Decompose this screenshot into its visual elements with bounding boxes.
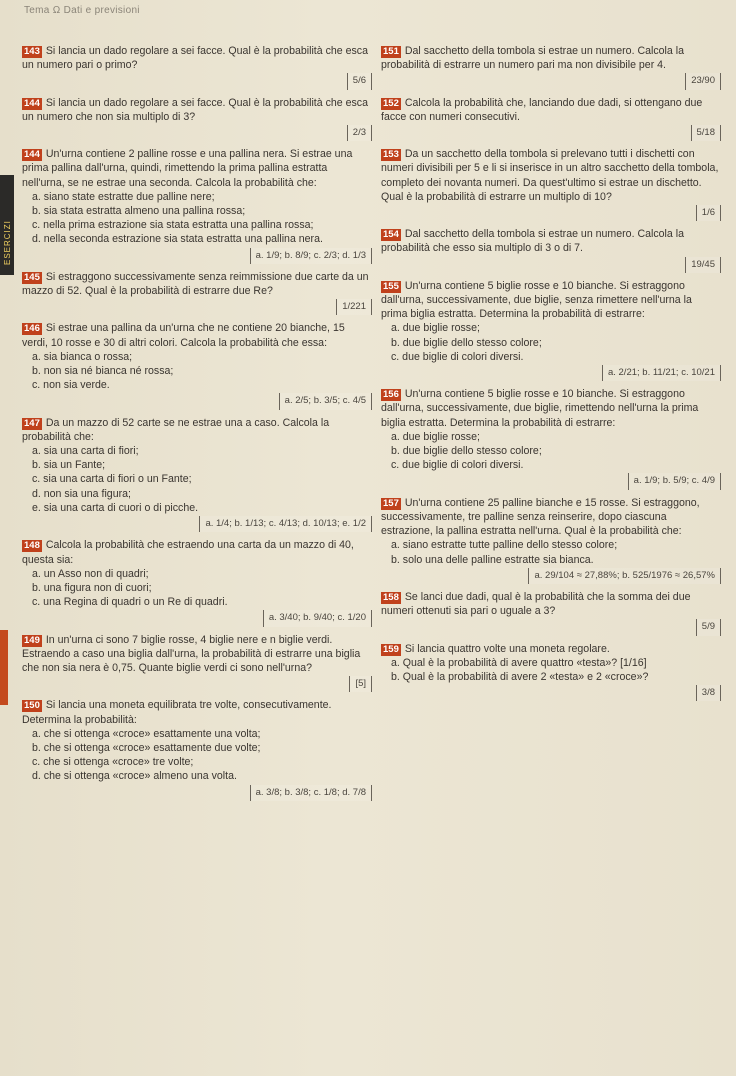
answer bbox=[381, 473, 721, 489]
answer-text: 2/3 bbox=[347, 125, 372, 141]
left-column bbox=[22, 44, 372, 807]
exercise-text: Un'urna contiene 25 palline bianche e 15 rosse. Si estraggono, successivamente, tre palline senza reinserire, dopo ciascuna estrazione, la pallina estratta nell'urna. Qual è la probabilità che: bbox=[381, 496, 700, 538]
exercise-text: Un'urna contiene 5 biglie rosse e 10 bianche. Si estraggono dall'urna, successivamente, due biglie, senza rimettere nell'urna la prima biglia estratta. Determina la probabilità di estrarre: bbox=[381, 279, 692, 321]
answer-text: a. 3/8; b. 3/8; c. 1/8; d. 7/8 bbox=[250, 785, 372, 801]
exercise-item: a. un Asso non di quadri; bbox=[32, 567, 149, 580]
answer bbox=[22, 676, 372, 692]
exercise-items bbox=[22, 350, 372, 393]
answer-text: a. 1/9; b. 5/9; c. 4/9 bbox=[628, 473, 721, 489]
exercise-number: 151 bbox=[383, 46, 399, 57]
exercise-items bbox=[22, 727, 372, 784]
exercise-item: a. che si ottenga «croce» esattamente una volta; bbox=[32, 727, 261, 740]
answer-text: 3/8 bbox=[696, 685, 721, 701]
exercise-number: 143 bbox=[24, 46, 40, 57]
exercise bbox=[22, 270, 372, 316]
exercise-item: c. due biglie di colori diversi. bbox=[391, 350, 524, 363]
answer-text: 1/221 bbox=[336, 299, 372, 315]
answer bbox=[22, 610, 372, 626]
exercise-item: b. sia stata estratta almeno una pallina rossa; bbox=[32, 205, 246, 218]
exercise bbox=[381, 96, 721, 142]
exercise-text: Calcola la probabilità che, lanciando due dadi, si ottengano due facce con numeri consecutivi. bbox=[381, 96, 703, 123]
exercise-text: Si estraggono successivamente senza reimmissione due carte da un mazzo di 52. Qual è la probabilità di estrarre due Re? bbox=[22, 270, 369, 298]
exercise bbox=[22, 147, 372, 264]
exercise-item: c. una Regina di quadri o un Re di quadri. bbox=[32, 596, 228, 609]
answer bbox=[22, 248, 372, 264]
exercise-text: Dal sacchetto della tombola si estrae un numero. Calcola la probabilità di estrarre un numero pari ma non divisibile per 4. bbox=[381, 45, 684, 72]
exercise bbox=[22, 633, 372, 693]
answer-text: 5/6 bbox=[347, 73, 372, 89]
answer-text: a. 1/9; b. 8/9; c. 2/3; d. 1/3 bbox=[250, 248, 372, 264]
exercise bbox=[381, 227, 721, 273]
right-column bbox=[381, 44, 721, 707]
exercise-item: a. Qual è la probabilità di avere quattro «testa»? [1/16] bbox=[391, 656, 647, 669]
answer-text: a. 1/4; b. 1/13; c. 4/13; d. 10/13; e. 1/2 bbox=[199, 516, 372, 532]
exercise-item: c. che si ottenga «croce» tre volte; bbox=[32, 756, 194, 769]
exercise-item: b. Qual è la probabilità di avere 2 «testa» e 2 «croce»? bbox=[391, 670, 649, 683]
exercise-item: b. due biglie dello stesso colore; bbox=[391, 336, 542, 349]
exercise-item: b. che si ottenga «croce» esattamente due volte; bbox=[32, 741, 261, 754]
exercise-items bbox=[381, 538, 721, 566]
exercise-item: a. due biglie rosse; bbox=[391, 322, 480, 335]
exercise-items bbox=[22, 190, 372, 247]
exercise-number: 158 bbox=[383, 591, 399, 603]
exercise-items bbox=[381, 321, 721, 364]
side-tab bbox=[0, 175, 14, 275]
answer bbox=[22, 125, 372, 141]
exercise-items bbox=[381, 656, 721, 684]
exercise-number: 159 bbox=[383, 643, 399, 655]
exercise-number: 155 bbox=[383, 280, 399, 292]
exercise-text: Un'urna contiene 2 palline rosse e una pallina nera. Si estrae una prima pallina dall'urna, quindi, rimettendo la prima pallina estratta nell'urna, se ne estrae una seconda. Calcola la probabilità che: bbox=[22, 148, 353, 189]
exercise-text: Se lanci due dadi, qual è la probabilità che la somma dei due numeri ottenuti sia pari o uguale a 3? bbox=[381, 590, 691, 618]
exercise-number: 157 bbox=[383, 497, 399, 509]
answer-text: 5/18 bbox=[691, 125, 722, 141]
side-marker bbox=[0, 630, 8, 705]
exercise-text: Si lancia quattro volte una moneta regolare. bbox=[404, 642, 610, 655]
exercise-item: b. una figura non di cuori; bbox=[32, 581, 152, 594]
side-tab-label: ESERCIZI bbox=[3, 220, 12, 265]
exercise-number: 150 bbox=[24, 700, 40, 712]
exercise-text: Si lancia un dado regolare a sei facce. Qual è la probabilità che esca un numero pari o primo? bbox=[22, 45, 368, 72]
exercise-item: b. due biglie dello stesso colore; bbox=[391, 445, 542, 458]
exercise bbox=[381, 387, 721, 489]
answer-text: 23/90 bbox=[685, 73, 721, 89]
exercise-number: 152 bbox=[383, 97, 399, 109]
answer bbox=[22, 393, 372, 409]
answer-text: 5/9 bbox=[696, 619, 721, 635]
exercise bbox=[381, 44, 721, 90]
exercise-item: c. non sia verde. bbox=[32, 379, 110, 392]
exercise-items bbox=[22, 567, 372, 610]
exercise-number: 154 bbox=[383, 229, 399, 241]
exercise-text: Si lancia un dado regolare a sei facce. Qual è la probabilità che esca un numero che non sia multiplo di 3? bbox=[22, 96, 368, 123]
answer-text: a. 3/40; b. 9/40; c. 1/20 bbox=[263, 610, 372, 626]
answer bbox=[22, 299, 372, 315]
exercise-item: a. due biglie rosse; bbox=[391, 430, 480, 443]
exercise-item: d. nella seconda estrazione sia stata estratta una pallina nera. bbox=[32, 233, 323, 246]
exercise bbox=[381, 147, 721, 221]
exercise-text: Si estrae una pallina da un'urna che ne contiene 20 bianche, 15 verdi, 10 rosse e 30 di altri colori. Calcola la probabilità che essa: bbox=[22, 322, 345, 349]
answer-text: 19/45 bbox=[685, 257, 721, 273]
exercise-item: b. solo una delle palline estratte sia bianca. bbox=[391, 553, 594, 566]
exercise-text: Da un sacchetto della tombola si prelevano tutti i dischetti con numeri divisibili per 5 e li si inserisce in un altro sacchetto della tombola, completo dei novanta numeri. Da quest'ultimo si estrae un dischetto. Qual è la probabilità di estrarre un multiplo di 10? bbox=[381, 148, 719, 203]
exercise bbox=[22, 44, 372, 90]
exercise-text: Dal sacchetto della tombola si estrae un numero. Calcola la probabilità che esso sia multiplo di 3 o di 7. bbox=[381, 228, 684, 255]
exercise bbox=[381, 279, 721, 381]
exercise-item: b. non sia né bianca né rossa; bbox=[32, 365, 174, 378]
exercise-item: d. non sia una figura; bbox=[32, 487, 131, 500]
exercise bbox=[22, 698, 372, 800]
answer-text: [5] bbox=[349, 676, 372, 692]
answer bbox=[381, 365, 721, 381]
answer bbox=[381, 568, 721, 584]
answer bbox=[381, 125, 721, 141]
answer bbox=[381, 257, 721, 273]
answer bbox=[381, 619, 721, 635]
answer bbox=[381, 685, 721, 701]
exercise-item: b. sia un Fante; bbox=[32, 459, 106, 472]
exercise-item: c. due biglie di colori diversi. bbox=[391, 459, 524, 472]
exercise-item: c. nella prima estrazione sia stata estratta una pallina rossa; bbox=[32, 219, 314, 232]
exercise-text: Da un mazzo di 52 carte se ne estrae una a caso. Calcola la probabilità che: bbox=[22, 416, 330, 443]
exercise-item: a. siano state estratte due palline nere; bbox=[32, 190, 215, 203]
exercise-text: Calcola la probabilità che estraendo una carta da un mazzo di 40, questa sia: bbox=[22, 539, 354, 566]
exercise-item: e. sia una carta di cuori o di picche. bbox=[32, 501, 199, 514]
exercise bbox=[381, 496, 721, 584]
exercise-number: 145 bbox=[24, 271, 40, 283]
exercise-text: Un'urna contiene 5 biglie rosse e 10 bianche. Si estraggono dall'urna, successivamente, due biglie, rimettendo nell'urna la prima biglia estratta. Determina la probabilità di estrarre: bbox=[381, 388, 699, 429]
exercise-items bbox=[381, 430, 721, 473]
exercise bbox=[381, 590, 721, 636]
exercise-number: 147 bbox=[24, 417, 40, 429]
answer bbox=[381, 205, 721, 221]
answer-text: a. 2/5; b. 3/5; c. 4/5 bbox=[279, 393, 372, 409]
exercise-number: 149 bbox=[24, 634, 40, 646]
page-header: Tema Ω Dati e previsioni bbox=[24, 5, 140, 16]
answer bbox=[22, 516, 372, 532]
exercise-item: d. che si ottenga «croce» almeno una volta. bbox=[32, 770, 237, 783]
exercise-number: 148 bbox=[24, 540, 40, 552]
exercise-number: 144 bbox=[24, 97, 40, 109]
exercise-text: In un'urna ci sono 7 biglie rosse, 4 biglie nere e n biglie verdi. Estraendo a caso una biglia dall'urna, la probabilità di estrarre una biglia che non sia nera è 0,75. Quante biglie verdi ci sono nell'urna? bbox=[22, 633, 361, 674]
answer bbox=[22, 785, 372, 801]
exercise-item: a. siano estratte tutte palline dello stesso colore; bbox=[391, 539, 618, 552]
exercise bbox=[22, 416, 372, 533]
answer-text: a. 2/21; b. 11/21; c. 10/21 bbox=[602, 365, 721, 381]
answer bbox=[22, 73, 372, 89]
exercise bbox=[22, 538, 372, 626]
exercise-number: 146 bbox=[24, 323, 40, 335]
exercise-items bbox=[22, 444, 372, 515]
exercise-item: c. sia una carta di fiori o un Fante; bbox=[32, 473, 192, 486]
exercise-number: 156 bbox=[383, 389, 399, 401]
exercise bbox=[22, 96, 372, 142]
exercise bbox=[22, 321, 372, 409]
exercise-number: 153 bbox=[383, 149, 399, 161]
exercise-number: 144 bbox=[24, 149, 40, 161]
answer-text: a. 29/104 ≈ 27,88%; b. 525/1976 ≈ 26,57% bbox=[528, 568, 721, 584]
exercise bbox=[381, 642, 721, 702]
answer bbox=[381, 73, 721, 89]
answer-text: 1/6 bbox=[696, 205, 721, 221]
exercise-text: Si lancia una moneta equilibrata tre volte, consecutivamente. Determina la probabilità: bbox=[22, 699, 332, 726]
exercise-item: a. sia una carta di fiori; bbox=[32, 445, 139, 458]
exercise-item: a. sia bianca o rossa; bbox=[32, 350, 133, 363]
